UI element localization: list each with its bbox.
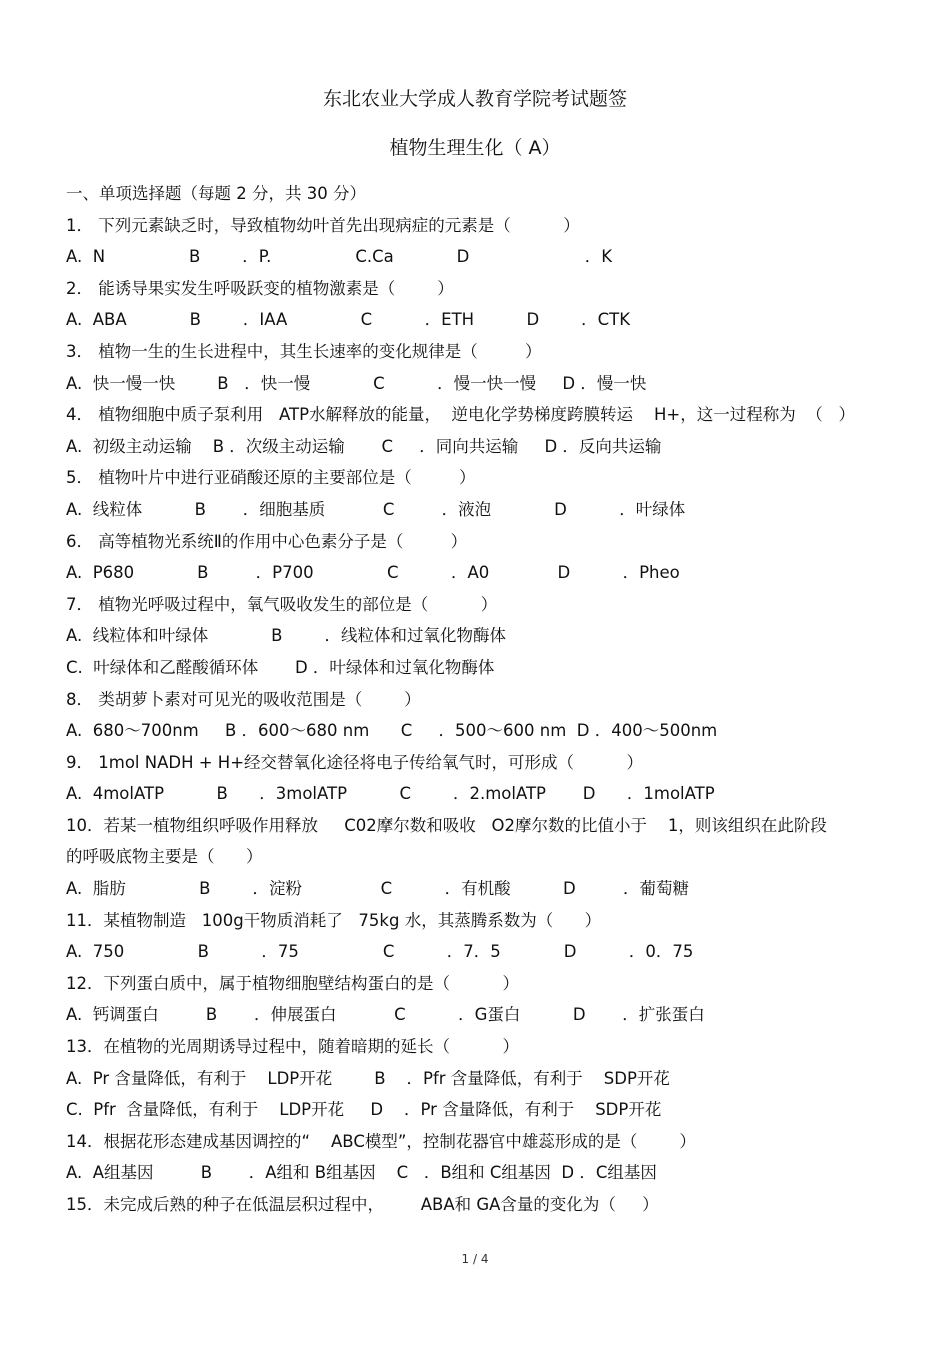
question-line: 3． 植物一生的生长进程中，其生长速率的变化规律是（ ） bbox=[66, 341, 542, 361]
option-line: A. 4molATP B ．3molATP C ．2.molATP D ．1molATP bbox=[66, 784, 715, 804]
page-number: 1 / 4 bbox=[461, 1252, 489, 1266]
option-line: A. 线粒体 B ．细胞基质 C ．液泡 D ．叶绿体 bbox=[66, 499, 686, 519]
question-line: 1． 下列元素缺乏时，导致植物幼叶首先出现病症的元素是（ ） bbox=[66, 215, 580, 235]
option-line: C. Pfr 含量降低，有利于 LDP开花 D ．Pr 含量降低，有利于 SDP开花 bbox=[66, 1100, 662, 1120]
option-line: A. N B ．P. C.Ca D ．K bbox=[66, 247, 613, 267]
question-line: 7． 植物光呼吸过程中，氧气吸收发生的部位是（ ） bbox=[66, 594, 498, 614]
question-line: 9． 1mol NADH + H+经交替氧化途径将电子传给氧气时，可形成（ ） bbox=[66, 752, 643, 772]
option-line: C. 叶绿体和乙醛酸循环体 D ．叶绿体和过氧化物酶体 bbox=[66, 657, 495, 677]
option-line: A. A组基因 B ．A组和 B组基因 C ．B组和 C组基因 D ．C组基因 bbox=[66, 1163, 657, 1183]
question-line: 5． 植物叶片中进行亚硝酸还原的主要部位是（ ） bbox=[66, 468, 476, 488]
question-line: 11．某植物制造 100g干物质消耗了 75kg 水，其蒸腾系数为（ ） bbox=[66, 910, 602, 930]
question-line: 8． 类胡萝卜素对可见光的吸收范围是（ ） bbox=[66, 689, 421, 709]
question-line: 15．未完成后熟的种子在低温层积过程中， ABA和 GA含量的变化为（ ） bbox=[66, 1195, 659, 1214]
option-line: A. 脂肪 B ．淀粉 C ．有机酸 D ．葡萄糖 bbox=[66, 879, 689, 899]
option-line: A. ABA B ．IAA C ．ETH D ．CTK bbox=[66, 310, 631, 330]
question-line-continued: 的呼吸底物主要是（ ） bbox=[66, 847, 263, 867]
option-line: A. 钙调蛋白 B ．伸展蛋白 C ．G蛋白 D ．扩张蛋白 bbox=[66, 1005, 705, 1025]
section-heading: 一、单项选择题（每题 2 分，共 30 分） bbox=[66, 184, 366, 203]
question-line: 10．若某一植物组织呼吸作用释放 C02摩尔数和吸收 O2摩尔数的比值小于 1，则该组织在此阶段 bbox=[66, 815, 827, 835]
question-line: 4． 植物细胞中质子泵利用 ATP水解释放的能量， 逆电化学势梯度跨膜转运 H+，这一过程称为 （ ） bbox=[66, 405, 855, 425]
question-line: 6． 高等植物光系统Ⅱ的作用中心色素分子是（ ） bbox=[66, 531, 468, 551]
option-line: A. Pr 含量降低，有利于 LDP开花 B ．Pfr 含量降低，有利于 SDP开花 bbox=[66, 1068, 670, 1088]
question-line: 2． 能诱导果实发生呼吸跃变的植物激素是（ ） bbox=[66, 278, 454, 298]
option-line: A. 初级主动运输 B ．次级主动运输 C ．同向共运输 D ．反向共运输 bbox=[66, 436, 662, 456]
question-line: 13．在植物的光周期诱导过程中，随着暗期的延长（ ） bbox=[66, 1037, 519, 1057]
document-subtitle: 植物生理生化（ A） bbox=[389, 137, 561, 159]
option-line: A. 680～700nm B ．600～680 nm C ．500～600 nm D ．400～500nm bbox=[66, 721, 718, 741]
question-line: 12．下列蛋白质中，属于植物细胞壁结构蛋白的是（ ） bbox=[66, 973, 519, 993]
option-line: A. P680 B ．P700 C ．A0 D ．Pheo bbox=[66, 563, 680, 583]
question-line: 14．根据花形态建成基因调控的“ ABC模型”，控制花器官中雄蕊形成的是（ ） bbox=[66, 1131, 696, 1151]
option-line: A. 快一慢一快 B ．快一慢 C ．慢一快一慢 D ．慢一快 bbox=[66, 373, 647, 393]
option-line: A. 线粒体和叶绿体 B ．线粒体和过氧化物酶体 bbox=[66, 626, 506, 646]
option-line: A. 750 B ．75 C ．7．5 D ．0．75 bbox=[66, 942, 694, 962]
document-title: 东北农业大学成人教育学院考试题签 bbox=[322, 88, 627, 110]
question-list bbox=[66, 178, 896, 1221]
